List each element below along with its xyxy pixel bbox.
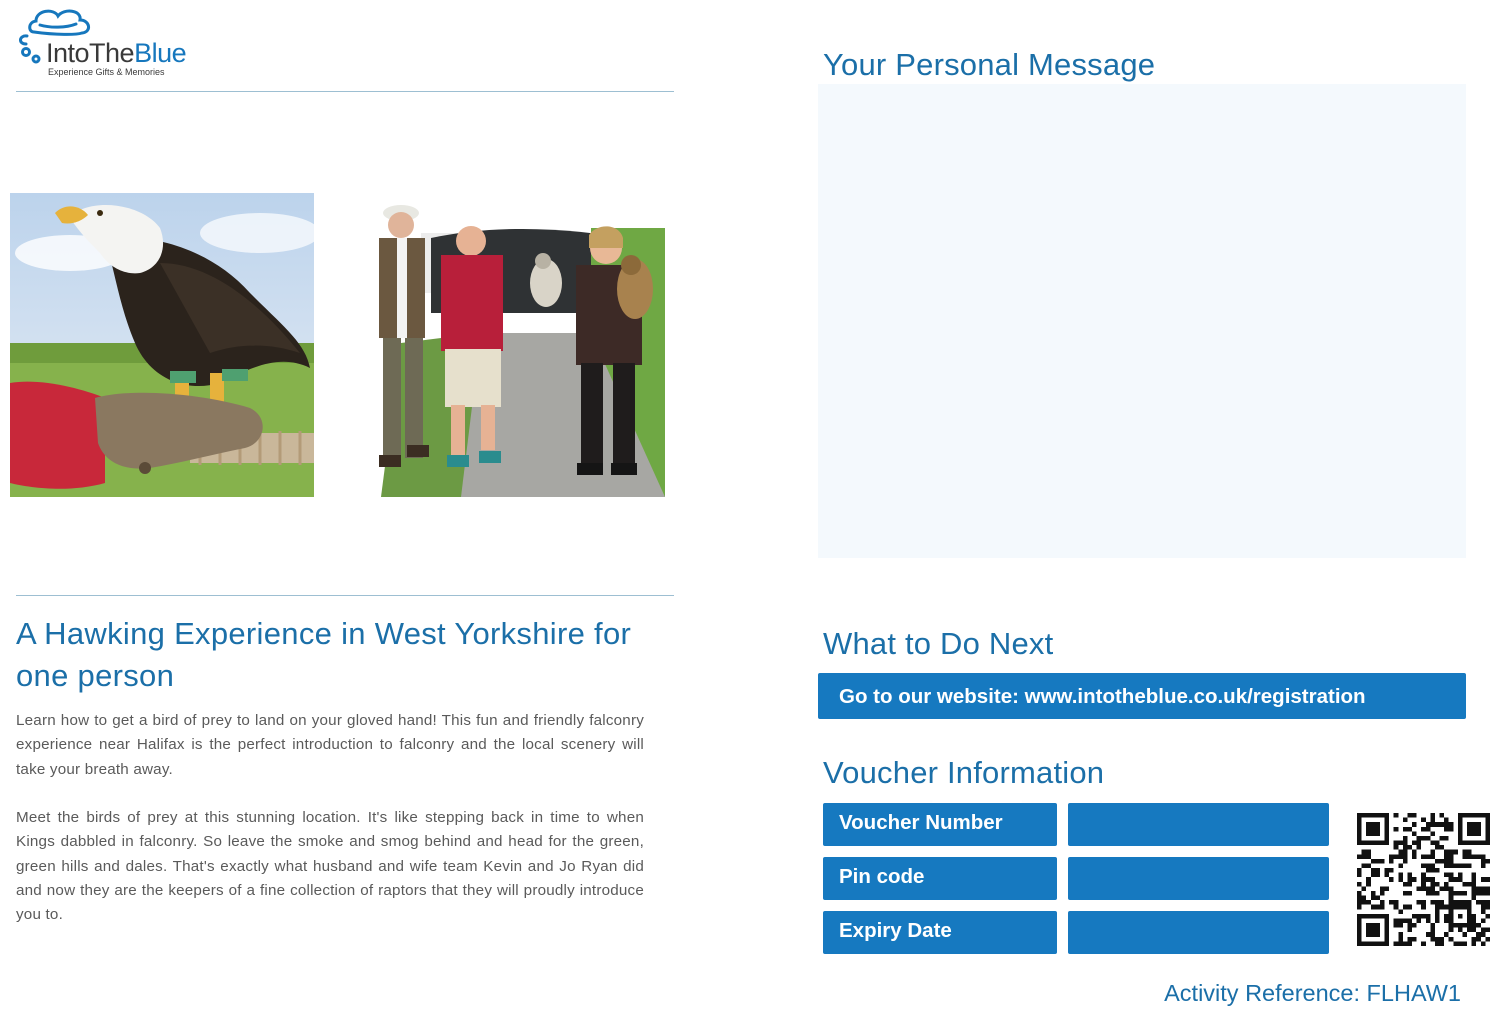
bald-eagle-photo xyxy=(10,193,314,497)
top-divider xyxy=(16,91,674,92)
experience-title: A Hawking Experience in West Yorkshire for one person xyxy=(16,616,632,693)
expiry-date-label: Expiry Date xyxy=(823,911,1057,954)
falconry-walk-photo xyxy=(361,193,665,497)
personal-message-box xyxy=(818,84,1466,558)
voucher-information-heading: Voucher Information xyxy=(823,755,1105,790)
middle-divider xyxy=(16,595,674,596)
voucher-number-label: Voucher Number xyxy=(823,803,1057,846)
experience-description-1: Learn how to get a bird of prey to land on your gloved hand! This fun and friendly falconry experience near Halifax is the perfect introduction to falconry and the local scenery will take your breath away. xyxy=(16,712,644,778)
pin-code-value xyxy=(1068,857,1329,900)
people-with-birds-image xyxy=(361,193,665,497)
pin-code-label: Pin code xyxy=(823,857,1057,900)
registration-website-link[interactable]: Go to our website: www.intotheblue.co.uk/registration xyxy=(818,673,1466,719)
activity-reference: Activity Reference: FLHAW1 xyxy=(1164,980,1461,1006)
eagle-on-glove-image xyxy=(10,193,314,497)
brand-name-part1: IntoThe xyxy=(46,38,135,68)
voucher-number-value xyxy=(1068,803,1329,846)
brand-name xyxy=(46,38,186,69)
expiry-date-value xyxy=(1068,911,1329,954)
qr-code-icon xyxy=(1357,813,1490,946)
experience-description-2: Meet the birds of prey at this stunning location. It's like stepping back in time to when Kings dabbled in falconry. So leave the smoke and smog behind and head for the green, green hills and dales. That's exactly what husband and wife team Kevin and Jo Ryan did and now they are the keepers of a fine collection of raptors that they will proudly introduce you to. xyxy=(16,809,644,924)
brand-tagline: Experience Gifts & Memories xyxy=(48,67,165,77)
brand-name-part2: Blue xyxy=(134,38,187,68)
what-to-do-next-heading: What to Do Next xyxy=(823,626,1054,661)
personal-message-heading: Your Personal Message xyxy=(823,47,1156,82)
